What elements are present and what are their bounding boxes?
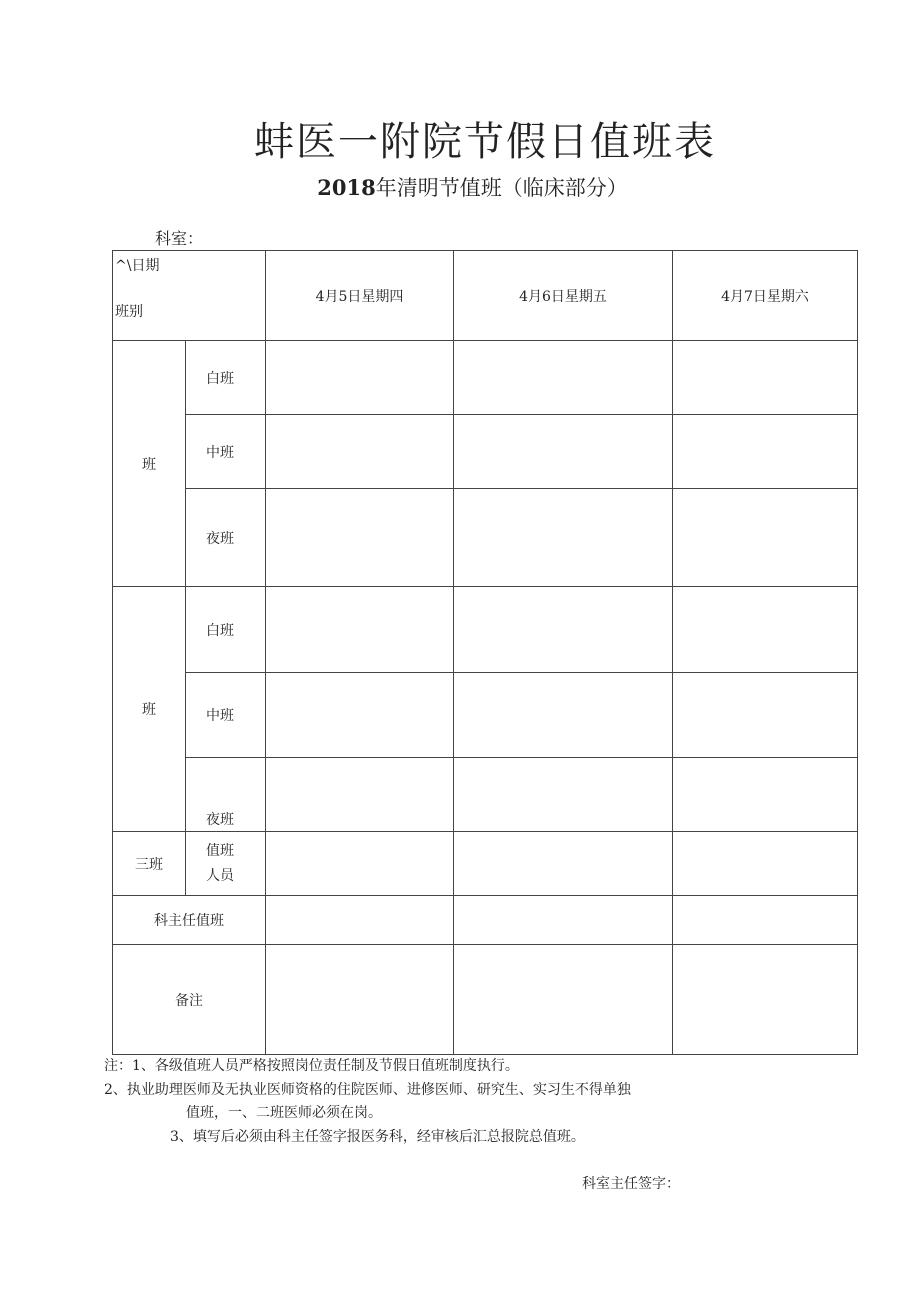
duty-schedule-table — [112, 250, 858, 1055]
duty-cell[interactable] — [454, 758, 673, 832]
page-title: 蚌医一附院节假日值班表 — [254, 119, 716, 165]
department-label: 科室： — [155, 229, 204, 248]
shift-label-cell: 中班 — [186, 673, 266, 758]
duty-cell[interactable] — [673, 587, 858, 673]
director-duty-label: 科主任值班 — [113, 896, 266, 945]
duty-cell[interactable] — [454, 341, 673, 415]
shift-label-cell: 值班人员 — [186, 832, 266, 896]
duty-cell[interactable] — [673, 896, 858, 945]
note-2: 2、执业助理医师及无执业医师资格的住院医师、进修医师、研究生、实习生不得单独 — [104, 1082, 631, 1098]
date-header-3: 4月7日星期六 — [673, 251, 858, 341]
table-row — [113, 945, 858, 1055]
corner-header-cell — [113, 251, 266, 341]
corner-shift-label: 班别 — [115, 304, 143, 320]
shift-label-cell: 夜班 — [186, 758, 266, 832]
table-row — [113, 832, 858, 896]
table-row — [113, 758, 858, 832]
director-signature-label: 科室主任签字： — [582, 1176, 680, 1192]
table-row — [113, 415, 858, 489]
shift-label-cell: 中班 — [186, 415, 266, 489]
group-label-cell: 班 — [113, 341, 186, 587]
table-row — [113, 587, 858, 673]
date-header-1: 4月5日星期四 — [266, 251, 454, 341]
duty-cell[interactable] — [673, 832, 858, 896]
duty-cell[interactable] — [454, 896, 673, 945]
duty-cell[interactable] — [454, 415, 673, 489]
page-subtitle — [0, 172, 920, 202]
duty-cell[interactable] — [266, 587, 454, 673]
table-row — [113, 341, 858, 415]
duty-cell[interactable] — [673, 489, 858, 587]
duty-cell[interactable] — [673, 673, 858, 758]
duty-cell[interactable] — [673, 341, 858, 415]
remarks-cell[interactable] — [266, 945, 454, 1055]
duty-cell[interactable] — [266, 758, 454, 832]
duty-cell[interactable] — [266, 673, 454, 758]
shift-label-cell: 白班 — [186, 341, 266, 415]
subtitle-year: 2018 — [317, 175, 376, 200]
duty-cell[interactable] — [266, 415, 454, 489]
duty-cell[interactable] — [266, 832, 454, 896]
duty-cell[interactable] — [454, 489, 673, 587]
table-row — [113, 673, 858, 758]
shift-label-cell: 白班 — [186, 587, 266, 673]
table-row — [113, 489, 858, 587]
duty-cell[interactable] — [454, 587, 673, 673]
group-label-cell: 班 — [113, 587, 186, 832]
corner-date-label: ^\日期 — [115, 258, 160, 274]
note-1: 注：1、各级值班人员严格按照岗位责任制及节假日值班制度执行。 — [104, 1058, 519, 1074]
duty-cell[interactable] — [454, 673, 673, 758]
note-3: 3、填写后必须由科主任签字报医务科，经审核后汇总报院总值班。 — [170, 1129, 585, 1145]
duty-cell[interactable] — [266, 896, 454, 945]
table-row — [113, 896, 858, 945]
shift-label-cell: 夜班 — [186, 489, 266, 587]
duty-cell[interactable] — [673, 415, 858, 489]
duty-cell[interactable] — [673, 758, 858, 832]
duty-cell[interactable] — [454, 832, 673, 896]
remarks-cell[interactable] — [673, 945, 858, 1055]
remarks-label: 备注 — [113, 945, 266, 1055]
duty-cell[interactable] — [266, 341, 454, 415]
group-label-cell: 三班 — [113, 832, 186, 896]
header-row — [113, 251, 858, 341]
subtitle-text: 年清明节值班（临床部分） — [375, 176, 628, 200]
remarks-cell[interactable] — [454, 945, 673, 1055]
note-2-continued: 值班，一、二班医师必须在岗。 — [186, 1105, 382, 1121]
date-header-2: 4月6日星期五 — [454, 251, 673, 341]
duty-cell[interactable] — [266, 489, 454, 587]
